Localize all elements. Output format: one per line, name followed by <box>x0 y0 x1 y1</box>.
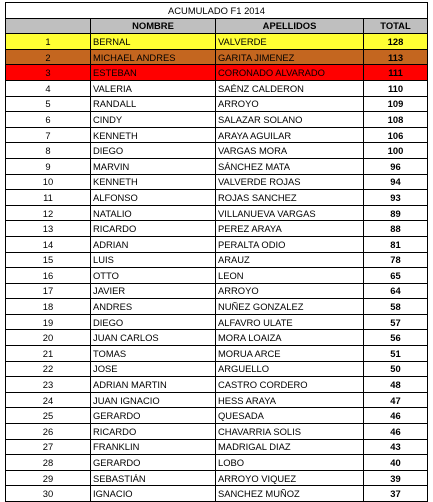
surname-cell[interactable]: SALAZAR SOLANO <box>216 112 364 128</box>
surname-cell[interactable]: ROJAS SANCHEZ <box>216 190 364 206</box>
position-cell[interactable]: 12 <box>6 205 91 221</box>
name-cell[interactable]: RANDALL <box>91 96 216 112</box>
name-cell[interactable]: SEBASTIÁN <box>91 470 216 486</box>
surname-cell[interactable]: CHAVARRIA SOLIS <box>216 424 364 440</box>
total-cell[interactable]: 128 <box>364 34 428 50</box>
total-cell[interactable]: 57 <box>364 314 428 330</box>
surname-cell[interactable]: SÁNCHEZ MATA <box>216 158 364 174</box>
table-row <box>6 143 428 159</box>
name-cell[interactable]: GERARDO <box>91 455 216 471</box>
position-cell[interactable]: 2 <box>6 49 91 65</box>
position-cell[interactable]: 25 <box>6 408 91 424</box>
total-cell[interactable]: 43 <box>364 439 428 455</box>
position-cell[interactable]: 13 <box>6 221 91 237</box>
position-cell[interactable]: 21 <box>6 346 91 362</box>
total-cell[interactable]: 46 <box>364 408 428 424</box>
position-cell[interactable]: 30 <box>6 486 91 502</box>
name-cell[interactable]: RICARDO <box>91 221 216 237</box>
surname-cell[interactable]: NUÑEZ GONZALEZ <box>216 299 364 315</box>
table-row <box>6 299 428 315</box>
surname-cell[interactable]: ARROYO <box>216 283 364 299</box>
name-cell[interactable]: JAVIER <box>91 283 216 299</box>
name-cell[interactable]: JUAN CARLOS <box>91 330 216 346</box>
surname-cell[interactable]: CASTRO CORDERO <box>216 377 364 393</box>
position-cell[interactable]: 4 <box>6 80 91 96</box>
position-cell[interactable]: 8 <box>6 143 91 159</box>
table-row <box>6 361 428 377</box>
total-cell[interactable]: 40 <box>364 455 428 471</box>
table-row <box>6 408 428 424</box>
table-row <box>6 158 428 174</box>
name-cell[interactable]: MICHAEL ANDRES <box>91 49 216 65</box>
total-cell[interactable]: 96 <box>364 158 428 174</box>
header-name[interactable]: NOMBRE <box>91 18 216 34</box>
table-title: ACUMULADO F1 2014 <box>6 3 428 19</box>
position-cell[interactable]: 20 <box>6 330 91 346</box>
name-cell[interactable]: DIEGO <box>91 314 216 330</box>
name-cell[interactable]: MARVIN <box>91 158 216 174</box>
position-cell[interactable]: 27 <box>6 439 91 455</box>
total-cell[interactable]: 113 <box>364 49 428 65</box>
table-row <box>6 283 428 299</box>
surname-cell[interactable]: MADRIGAL DIAZ <box>216 439 364 455</box>
position-cell[interactable]: 29 <box>6 470 91 486</box>
header-total[interactable]: TOTAL <box>364 18 428 34</box>
total-cell[interactable]: 47 <box>364 392 428 408</box>
table-row <box>6 127 428 143</box>
total-cell[interactable]: 108 <box>364 112 428 128</box>
surname-cell[interactable]: ARROYO <box>216 96 364 112</box>
surname-cell[interactable]: ARAUZ <box>216 252 364 268</box>
header-surname[interactable]: APELLIDOS <box>216 18 364 34</box>
surname-cell[interactable]: LEON <box>216 268 364 284</box>
position-cell[interactable]: 19 <box>6 314 91 330</box>
name-cell[interactable]: RICARDO <box>91 424 216 440</box>
table-row <box>6 268 428 284</box>
surname-cell[interactable]: MORA LOAIZA <box>216 330 364 346</box>
total-cell[interactable]: 111 <box>364 65 428 81</box>
position-cell[interactable]: 1 <box>6 34 91 50</box>
table-body <box>6 34 428 502</box>
table-row <box>6 470 428 486</box>
name-cell[interactable]: ADRIAN <box>91 236 216 252</box>
table-row <box>6 236 428 252</box>
surname-cell[interactable]: VALVERDE <box>216 34 364 50</box>
table-row <box>6 34 428 50</box>
table-row <box>6 424 428 440</box>
table-row <box>6 49 428 65</box>
ranking-table <box>5 2 428 502</box>
total-cell[interactable]: 51 <box>364 346 428 362</box>
surname-cell[interactable]: SANCHEZ MUÑOZ <box>216 486 364 502</box>
total-cell[interactable]: 64 <box>364 283 428 299</box>
table-row <box>6 392 428 408</box>
surname-cell[interactable]: QUESADA <box>216 408 364 424</box>
total-cell[interactable]: 46 <box>364 424 428 440</box>
surname-cell[interactable]: SAÉNZ CALDERON <box>216 80 364 96</box>
name-cell[interactable]: DIEGO <box>91 143 216 159</box>
table-row <box>6 314 428 330</box>
name-cell[interactable]: GERARDO <box>91 408 216 424</box>
name-cell[interactable]: ESTEBAN <box>91 65 216 81</box>
name-cell[interactable]: BERNAL <box>91 34 216 50</box>
table-row <box>6 65 428 81</box>
total-cell[interactable]: 56 <box>364 330 428 346</box>
position-cell[interactable]: 3 <box>6 65 91 81</box>
total-cell[interactable]: 89 <box>364 205 428 221</box>
surname-cell[interactable]: HESS ARAYA <box>216 392 364 408</box>
name-cell[interactable]: NATALIO <box>91 205 216 221</box>
name-cell[interactable]: FRANKLIN <box>91 439 216 455</box>
table-row <box>6 221 428 237</box>
table-row <box>6 190 428 206</box>
position-cell[interactable]: 22 <box>6 361 91 377</box>
total-cell[interactable]: 39 <box>364 470 428 486</box>
total-cell[interactable]: 58 <box>364 299 428 315</box>
position-cell[interactable]: 18 <box>6 299 91 315</box>
name-cell[interactable]: OTTO <box>91 268 216 284</box>
total-cell[interactable]: 37 <box>364 486 428 502</box>
position-cell[interactable]: 23 <box>6 377 91 393</box>
table-row <box>6 439 428 455</box>
position-cell[interactable]: 24 <box>6 392 91 408</box>
table-row <box>6 112 428 128</box>
name-cell[interactable]: CINDY <box>91 112 216 128</box>
total-cell[interactable]: 106 <box>364 127 428 143</box>
table-row <box>6 346 428 362</box>
surname-cell[interactable]: MORUA ARCE <box>216 346 364 362</box>
name-cell[interactable]: TOMAS <box>91 346 216 362</box>
name-cell[interactable]: JUAN IGNACIO <box>91 392 216 408</box>
position-cell[interactable]: 26 <box>6 424 91 440</box>
table-row <box>6 330 428 346</box>
surname-cell[interactable]: PERALTA ODIO <box>216 236 364 252</box>
position-cell[interactable]: 15 <box>6 252 91 268</box>
total-cell[interactable]: 78 <box>364 252 428 268</box>
position-cell[interactable]: 16 <box>6 268 91 284</box>
name-cell[interactable]: ADRIAN MARTIN <box>91 377 216 393</box>
surname-cell[interactable]: LOBO <box>216 455 364 471</box>
surname-cell[interactable]: VARGAS MORA <box>216 143 364 159</box>
surname-cell[interactable]: ARROYO VIQUEZ <box>216 470 364 486</box>
position-cell[interactable]: 6 <box>6 112 91 128</box>
table-row <box>6 377 428 393</box>
table-row <box>6 205 428 221</box>
surname-cell[interactable]: PEREZ ARAYA <box>216 221 364 237</box>
surname-cell[interactable]: CORONADO ALVARADO <box>216 65 364 81</box>
name-cell[interactable]: IGNACIO <box>91 486 216 502</box>
total-cell[interactable]: 48 <box>364 377 428 393</box>
table-row <box>6 96 428 112</box>
position-cell[interactable]: 5 <box>6 96 91 112</box>
name-cell[interactable]: JOSE <box>91 361 216 377</box>
total-cell[interactable]: 50 <box>364 361 428 377</box>
position-cell[interactable]: 17 <box>6 283 91 299</box>
surname-cell[interactable]: ARAYA AGUILAR <box>216 127 364 143</box>
table-row <box>6 174 428 190</box>
total-cell[interactable]: 88 <box>364 221 428 237</box>
name-cell[interactable]: ALFONSO <box>91 190 216 206</box>
table-row <box>6 486 428 502</box>
total-cell[interactable]: 109 <box>364 96 428 112</box>
header-position[interactable] <box>6 18 91 34</box>
name-cell[interactable]: KENNETH <box>91 127 216 143</box>
position-cell[interactable]: 14 <box>6 236 91 252</box>
name-cell[interactable]: LUIS <box>91 252 216 268</box>
total-cell[interactable]: 100 <box>364 143 428 159</box>
surname-cell[interactable]: VILLANUEVA VARGAS <box>216 205 364 221</box>
position-cell[interactable]: 28 <box>6 455 91 471</box>
surname-cell[interactable]: GARITA JIMENEZ <box>216 49 364 65</box>
name-cell[interactable]: KENNETH <box>91 174 216 190</box>
position-cell[interactable]: 11 <box>6 190 91 206</box>
table-row <box>6 455 428 471</box>
name-cell[interactable]: ANDRES <box>91 299 216 315</box>
position-cell[interactable]: 7 <box>6 127 91 143</box>
surname-cell[interactable]: ARGUELLO <box>216 361 364 377</box>
position-cell[interactable]: 10 <box>6 174 91 190</box>
surname-cell[interactable]: VALVERDE ROJAS <box>216 174 364 190</box>
name-cell[interactable]: VALERIA <box>91 80 216 96</box>
surname-cell[interactable]: ALFAVRO ULATE <box>216 314 364 330</box>
total-cell[interactable]: 81 <box>364 236 428 252</box>
total-cell[interactable]: 93 <box>364 190 428 206</box>
table-row <box>6 80 428 96</box>
total-cell[interactable]: 110 <box>364 80 428 96</box>
table-row <box>6 252 428 268</box>
position-cell[interactable]: 9 <box>6 158 91 174</box>
total-cell[interactable]: 65 <box>364 268 428 284</box>
total-cell[interactable]: 94 <box>364 174 428 190</box>
